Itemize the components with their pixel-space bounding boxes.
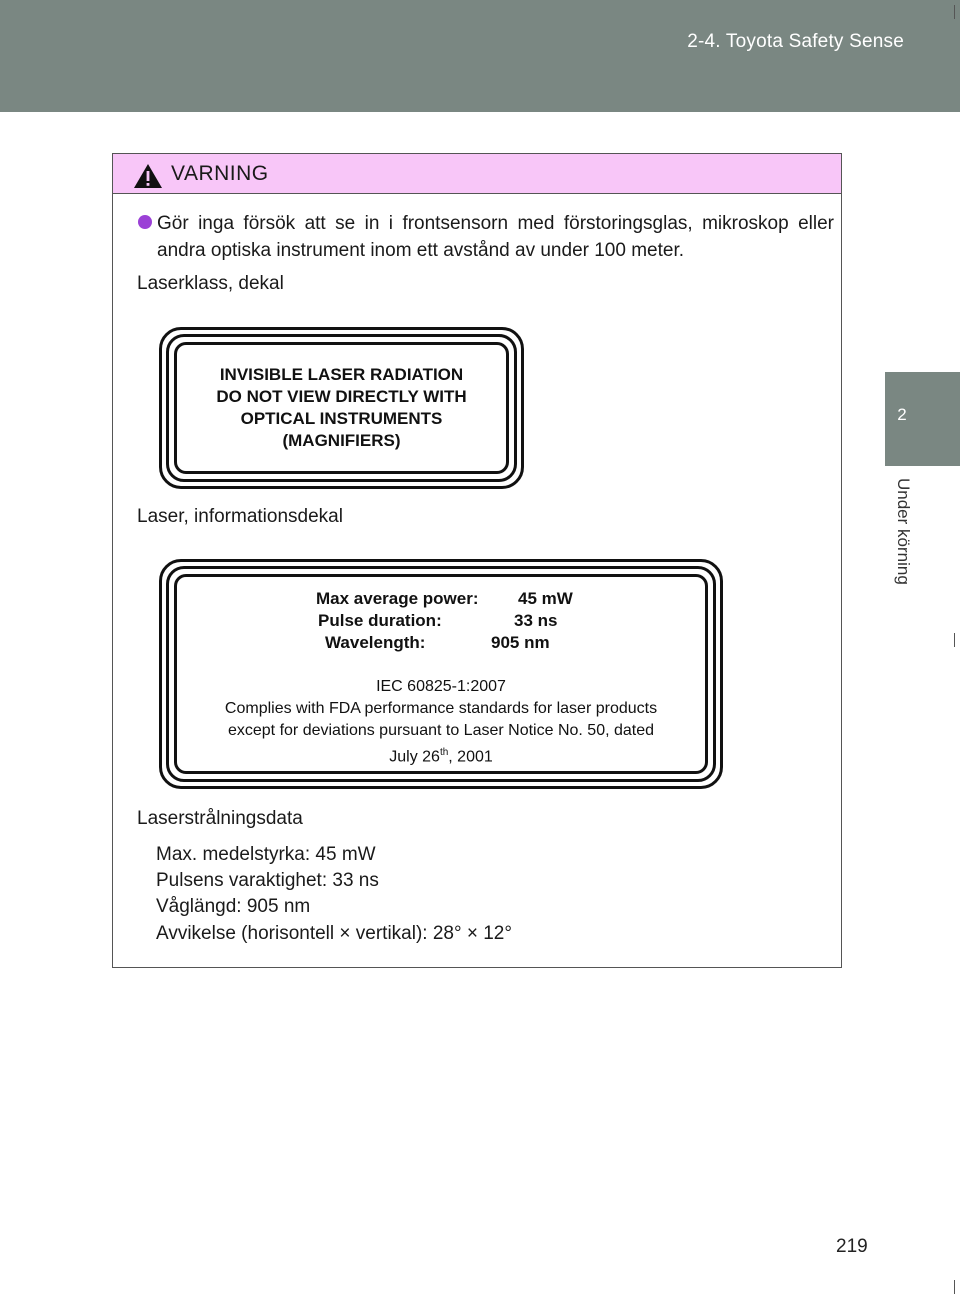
crop-mark [954,5,955,19]
radiation-data-line: Avvikelse (horisontell × vertikal): 28° × 12° [156,923,512,944]
page-number: 219 [836,1236,868,1257]
laser-class-label [159,327,524,489]
radiation-data-line: Våglängd: 905 nm [156,896,311,917]
spec-value: 33 ns [514,611,558,630]
header-band [0,0,960,112]
info-standard: IEC 60825-1:2007 [376,678,506,695]
label-line: INVISIBLE LASER RADIATION [219,365,464,384]
warning-triangle-icon [133,163,163,189]
crop-mark [954,1280,955,1294]
section-title: 2-4. Toyota Safety Sense [687,31,904,52]
label-line: (MAGNIFIERS) [282,431,401,450]
caption-laser-class: Laserklass, dekal [137,273,284,294]
info-compliance: Complies with FDA performance standards for laser products [224,700,658,717]
spec-value: 45 mW [518,589,573,608]
chapter-label: Under körning [894,478,913,585]
chapter-tab [885,372,960,466]
radiation-data-line: Pulsens varaktighet: 33 ns [156,870,379,891]
date-suffix: , 2001 [448,748,493,766]
spec-name: Wavelength: [325,633,426,652]
chapter-number: 2 [897,405,907,424]
date-prefix: July 26 [389,748,440,766]
warning-header [113,154,841,194]
label-line: DO NOT VIEW DIRECTLY WITH [216,387,467,406]
spec-value: 905 nm [491,633,550,652]
laser-class-label-text [162,364,521,452]
date-sup: th [439,747,449,758]
crop-mark [954,633,955,647]
label-line: OPTICAL INSTRUMENTS [240,409,443,428]
radiation-data-line: Max. medelstyrka: 45 mW [156,844,376,865]
warning-bullet-text: Gör inga försök att se in i frontsensorn med förstoringsglas, mikroskop eller andra optiska instrument inom ett avstånd av under 100 meter. [157,213,834,261]
warning-title: VARNING [171,162,269,185]
spec-name: Max average power: [316,589,479,608]
warning-box [112,153,842,968]
caption-info-label: Laser, informationsdekal [137,506,343,527]
laser-info-label [159,559,723,789]
spec-name: Pulse duration: [318,611,442,630]
caption-radiation-data: Laserstrålningsdata [137,808,303,829]
info-date [162,742,720,768]
info-compliance: except for deviations pursuant to Laser Notice No. 50, dated [227,722,655,739]
